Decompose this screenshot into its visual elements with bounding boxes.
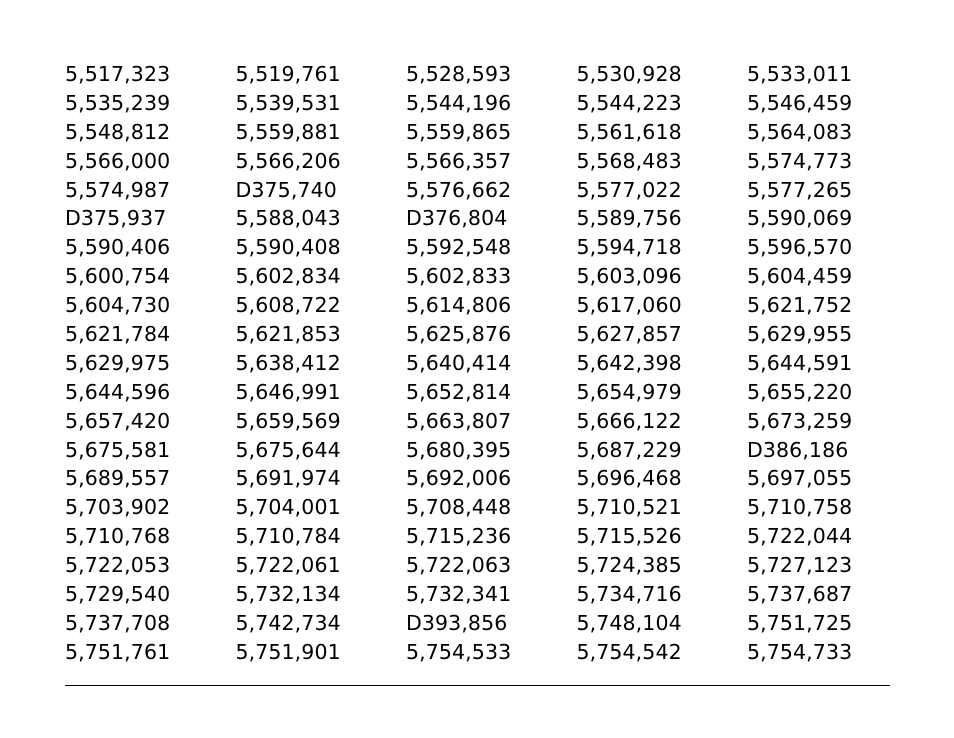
table-row [65,320,895,349]
table-row [65,493,895,522]
patent-number-cell: 5,548,812 [65,119,171,144]
patent-number-cell: 5,729,540 [65,582,171,607]
patent-number-cell: 5,704,001 [235,495,341,520]
patent-number-cell: 5,680,395 [406,437,512,462]
patent-number-cell: 5,588,043 [235,206,341,231]
patent-number-cell: 5,566,206 [235,148,341,173]
patent-number-cell: 5,627,857 [576,322,682,347]
patent-number-cell: 5,604,459 [747,264,853,289]
table-row [65,407,895,436]
patent-number-cell: D386,186 [747,437,849,462]
patent-number-cell: 5,546,459 [747,90,853,115]
patent-number-cell: 5,564,083 [747,119,853,144]
patent-number-cell: 5,697,055 [747,466,853,491]
patent-number-cell: 5,732,341 [406,582,512,607]
patent-number-cell: 5,544,223 [576,90,682,115]
patent-number-cell: 5,535,239 [65,90,171,115]
table-row [65,638,895,667]
table-row [65,89,895,118]
patent-number-cell: 5,754,533 [406,639,512,664]
patent-number-cell: 5,715,526 [576,524,682,549]
patent-number-cell: 5,590,069 [747,206,853,231]
table-row [65,551,895,580]
patent-number-cell: 5,600,754 [65,264,171,289]
patent-number-cell: 5,617,060 [576,293,682,318]
patent-number-cell: 5,592,548 [406,235,512,260]
patent-number-cell: D375,740 [235,177,337,202]
table-row [65,147,895,176]
patent-number-cell: 5,528,593 [406,62,512,86]
patent-number-cell: 5,754,542 [576,639,682,664]
table-row [65,378,895,407]
patent-number-cell: 5,692,006 [406,466,512,491]
patent-number-cell: 5,646,991 [235,379,341,404]
patent-number-cell: 5,604,730 [65,293,171,318]
table-row [65,118,895,147]
patent-number-cell: 5,614,806 [406,293,512,318]
table-row [65,522,895,551]
patent-number-cell: 5,577,265 [747,177,853,202]
patent-number-cell: 5,559,865 [406,119,512,144]
patent-number-cell: D393,856 [406,610,508,635]
patent-number-cell: 5,608,722 [235,293,341,318]
patent-number-cell: 5,589,756 [576,206,682,231]
patent-number-cell: 5,654,979 [576,379,682,404]
patent-number-cell: D376,804 [406,206,508,231]
patent-number-cell: 5,689,557 [65,466,171,491]
patent-number-cell: 5,644,591 [747,350,853,375]
patent-number-cell: 5,559,881 [235,119,341,144]
patent-number-cell: 5,687,229 [576,437,682,462]
patent-number-cell: D375,937 [65,206,167,231]
patent-number-cell: 5,737,687 [747,582,853,607]
patent-number-cell: 5,644,596 [65,379,171,404]
patent-number-cell: 5,625,876 [406,322,512,347]
patent-number-cell: 5,594,718 [576,235,682,260]
patent-number-cell: 5,576,662 [406,177,512,202]
table-row [65,464,895,493]
table-row [65,436,895,465]
patent-number-cell: 5,722,061 [235,553,341,578]
patent-number-cell: 5,751,761 [65,639,171,664]
table-row [65,60,895,89]
patent-number-cell: 5,691,974 [235,466,341,491]
table-row [65,291,895,320]
table-row [65,262,895,291]
patent-number-cell: 5,751,725 [747,610,853,635]
patent-number-cell: 5,663,807 [406,408,512,433]
patent-number-cell: 5,621,784 [65,322,171,347]
patent-number-cell: 5,574,773 [747,148,853,173]
patent-number-cell: 5,675,644 [235,437,341,462]
patent-number-cell: 5,566,357 [406,148,512,173]
table-row [65,609,895,638]
patent-number-cell: 5,590,406 [65,235,171,260]
patent-number-cell: 5,710,758 [747,495,853,520]
patent-number-cell: 5,530,928 [576,62,682,86]
patent-number-cell: 5,754,733 [747,639,853,664]
patent-number-cell: 5,590,408 [235,235,341,260]
patent-number-cell: 5,703,902 [65,495,171,520]
patent-number-cell: 5,696,468 [576,466,682,491]
patent-number-cell: 5,710,521 [576,495,682,520]
patent-number-cell: 5,533,011 [747,62,853,86]
patent-number-cell: 5,566,000 [65,148,171,173]
patent-number-cell: 5,722,044 [747,524,853,549]
patent-number-cell: 5,642,398 [576,350,682,375]
patent-number-table [65,60,895,667]
patent-number-cell: 5,602,834 [235,264,341,289]
patent-number-cell: 5,629,955 [747,322,853,347]
patent-number-cell: 5,574,987 [65,177,171,202]
patent-number-cell: 5,640,414 [406,350,512,375]
bottom-rule [65,685,890,686]
table-row [65,176,895,205]
patent-number-cell: 5,715,236 [406,524,512,549]
patent-number-cell: 5,734,716 [576,582,682,607]
patent-number-cell: 5,751,901 [235,639,341,664]
patent-number-cell: 5,652,814 [406,379,512,404]
patent-number-cell: 5,737,708 [65,610,171,635]
patent-number-cell: 5,577,022 [576,177,682,202]
patent-number-cell: 5,657,420 [65,408,171,433]
patent-number-cell: 5,602,833 [406,264,512,289]
patent-number-cell: 5,621,853 [235,322,341,347]
patent-number-cell: 5,655,220 [747,379,853,404]
patent-number-cell: 5,603,096 [576,264,682,289]
table-row [65,349,895,378]
patent-number-cell: 5,568,483 [576,148,682,173]
patent-number-cell: 5,710,784 [235,524,341,549]
patent-number-cell: 5,722,063 [406,553,512,578]
patent-number-cell: 5,710,768 [65,524,171,549]
patent-number-cell: 5,673,259 [747,408,853,433]
patent-number-cell: 5,708,448 [406,495,512,520]
patent-number-cell: 5,544,196 [406,90,512,115]
patent-number-cell: 5,727,123 [747,553,853,578]
patent-number-cell: 5,621,752 [747,293,853,318]
patent-number-cell: 5,517,323 [65,62,171,86]
patent-number-cell: 5,519,761 [235,62,341,86]
patent-number-cell: 5,748,104 [576,610,682,635]
patent-number-cell: 5,629,975 [65,350,171,375]
patent-number-cell: 5,539,531 [235,90,341,115]
patent-number-cell: 5,666,122 [576,408,682,433]
patent-number-cell: 5,659,569 [235,408,341,433]
patent-number-cell: 5,732,134 [235,582,341,607]
patent-number-cell: 5,638,412 [235,350,341,375]
table-row [65,233,895,262]
patent-number-cell: 5,675,581 [65,437,171,462]
table-row [65,580,895,609]
patent-number-cell: 5,596,570 [747,235,853,260]
table-row [65,204,895,233]
patent-number-cell: 5,561,618 [576,119,682,144]
patent-number-cell: 5,742,734 [235,610,341,635]
patent-number-cell: 5,724,385 [576,553,682,578]
patent-number-cell: 5,722,053 [65,553,171,578]
